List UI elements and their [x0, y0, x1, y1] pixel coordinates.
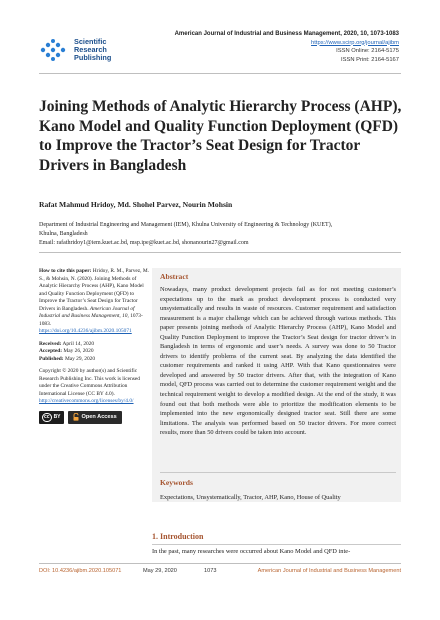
license-link[interactable]: http://creativecommons.org/licenses/by/4.0/ — [39, 398, 134, 404]
page-header — [0, 0, 440, 68]
by-label: BY — [53, 413, 61, 420]
published-date: May 29, 2020 — [64, 355, 96, 362]
copyright-text: Copyright © 2020 by author(s) and Scientific Research Publishing Inc. This work is licensed under the Creative Commons Attribution International License (CC BY 4.0). — [39, 368, 140, 397]
footer-doi[interactable]: DOI: 10.4236/ajibm.2020.105071 — [39, 568, 122, 574]
accepted-date: May 26, 2020 — [63, 348, 94, 354]
scirp-logo-icon — [39, 38, 69, 62]
footer-divider — [39, 563, 401, 564]
published-label: Published: — [39, 355, 64, 362]
publisher-line-1: Scientific — [74, 37, 107, 46]
paper-authors: Rafat Mahmud Hridoy, Md. Shohel Parvez, Nourin Mohsin — [39, 200, 233, 209]
introduction-text: In the past, many researches were occurred about Kano Model and QFD inte- — [152, 548, 351, 555]
journal-info — [175, 30, 399, 64]
footer-date: May 29, 2020 — [143, 568, 177, 574]
publisher-logo[interactable] — [39, 38, 111, 62]
citation-label: How to cite this paper: — [39, 268, 92, 274]
issn-online: ISSN Online: 2164-5175 — [336, 48, 399, 55]
keywords-heading: Keywords — [160, 478, 193, 487]
affiliation — [39, 221, 399, 248]
journal-url-link[interactable]: https://www.scirp.org/journal/ajibm — [311, 39, 399, 46]
journal-name: American Journal of Industrial and Business Management, 2020, 10, 1073-1083 — [174, 31, 399, 37]
article-sidebar — [39, 268, 149, 424]
introduction-heading: 1. Introduction — [152, 532, 204, 541]
citation-block — [39, 268, 149, 336]
keywords-text: Expectations, Unsystematically, Tractor, AHP, Kano, House of Quality — [160, 494, 341, 501]
introduction-divider — [152, 544, 401, 545]
open-access-badge[interactable] — [68, 411, 122, 425]
footer-page-number: 1073 — [204, 568, 217, 574]
citation-journal: American Journal of Industrial and Business Management, 10, — [39, 305, 135, 319]
affiliation-line-2: Khulna, Bangladesh — [39, 231, 88, 237]
open-access-label: Open Access — [81, 413, 117, 420]
issn-print: ISSN Print: 2164-5167 — [340, 56, 399, 63]
abstract-heading: Abstract — [160, 272, 189, 281]
paper-title: Joining Methods of Analytic Hierarchy Process (AHP), Kano Model and Quality Function Deployment (QFD) to Improve the Tractor’s Seat Design for Tractor Drivers in Bangladesh — [39, 98, 402, 174]
abstract-divider — [160, 472, 396, 473]
affiliation-divider — [39, 252, 401, 253]
cc-by-badge[interactable] — [39, 411, 64, 425]
footer-journal: American Journal of Industrial and Business Management — [257, 568, 401, 574]
received-label: Received: — [39, 340, 62, 347]
open-lock-icon — [73, 413, 79, 421]
received-date: April 14, 2020 — [62, 340, 95, 347]
citation-text: Hridoy, R. M., Parvez, M. S., & Mohsin, N. (2020). Joining Methods of Analytic Hierarchy Process (AHP), Kano Model and Quality Function Deployment (QFD) to Improve the Tractor’s Seat Design for Tractor Drivers in Bangladesh. — [39, 268, 150, 312]
license-badges — [39, 411, 149, 425]
affiliation-line-1: Department of Industrial Engineering and Management (IEM), Khulna University of Engineering & Technology (KUET), — [39, 222, 333, 228]
dates-block — [39, 341, 149, 364]
copyright-block — [39, 368, 149, 406]
header-divider — [39, 73, 401, 74]
publisher-line-3: Publishing — [74, 53, 112, 62]
citation-pages: 1073-1083. — [39, 313, 143, 327]
accepted-label: Accepted: — [39, 348, 63, 354]
publisher-line-2: Research — [74, 45, 107, 54]
cc-icon: cc — [42, 413, 52, 423]
citation-doi-link[interactable]: https://doi.org/10.4236/ajibm.2020.105071 — [39, 328, 132, 334]
abstract-text: Nowadays, many product development projects fail as for not meeting customer’s expectations up to the mark as product development process is conducted very unsystematically and results in waste of resources. Customer requirement and satisfaction measurement is a major challenge which can be achieved through various methods. This paper presents joining methods of Analytic Hierarchy Process (AHP), Kano Model and Quality Function Deployment to improve the Tractor’s Seat design for tractor driver’s in Bangladesh in terms of ergonomic and user’s needs. A survey was done to 50 Tractor drivers to identify problems of the current seat. By analyzing the data identified the customer requirements and ranked it using AHP. With that Kano questionnaires were developed and answered by 50 tractor drivers. After that, with the integration of Kano model, QFD process was carried out to determine the customer requirement weight and the technical requirement weight to develop a modified design. At the end of the study, it was found out that both methods were able to prioritize the modification elements to be implemented into the new ergonomically designed tractor seat. Still there are some limitations. The analysis was performed based on 50 tractor drivers. For more correct results, more than 50 drivers could be taken into account. — [160, 286, 396, 437]
author-emails: Email: rafathridoy1@iem.kuet.ac.bd, msp.ipe@kuet.ac.bd, shonanourin27@gmail.com — [39, 240, 249, 246]
